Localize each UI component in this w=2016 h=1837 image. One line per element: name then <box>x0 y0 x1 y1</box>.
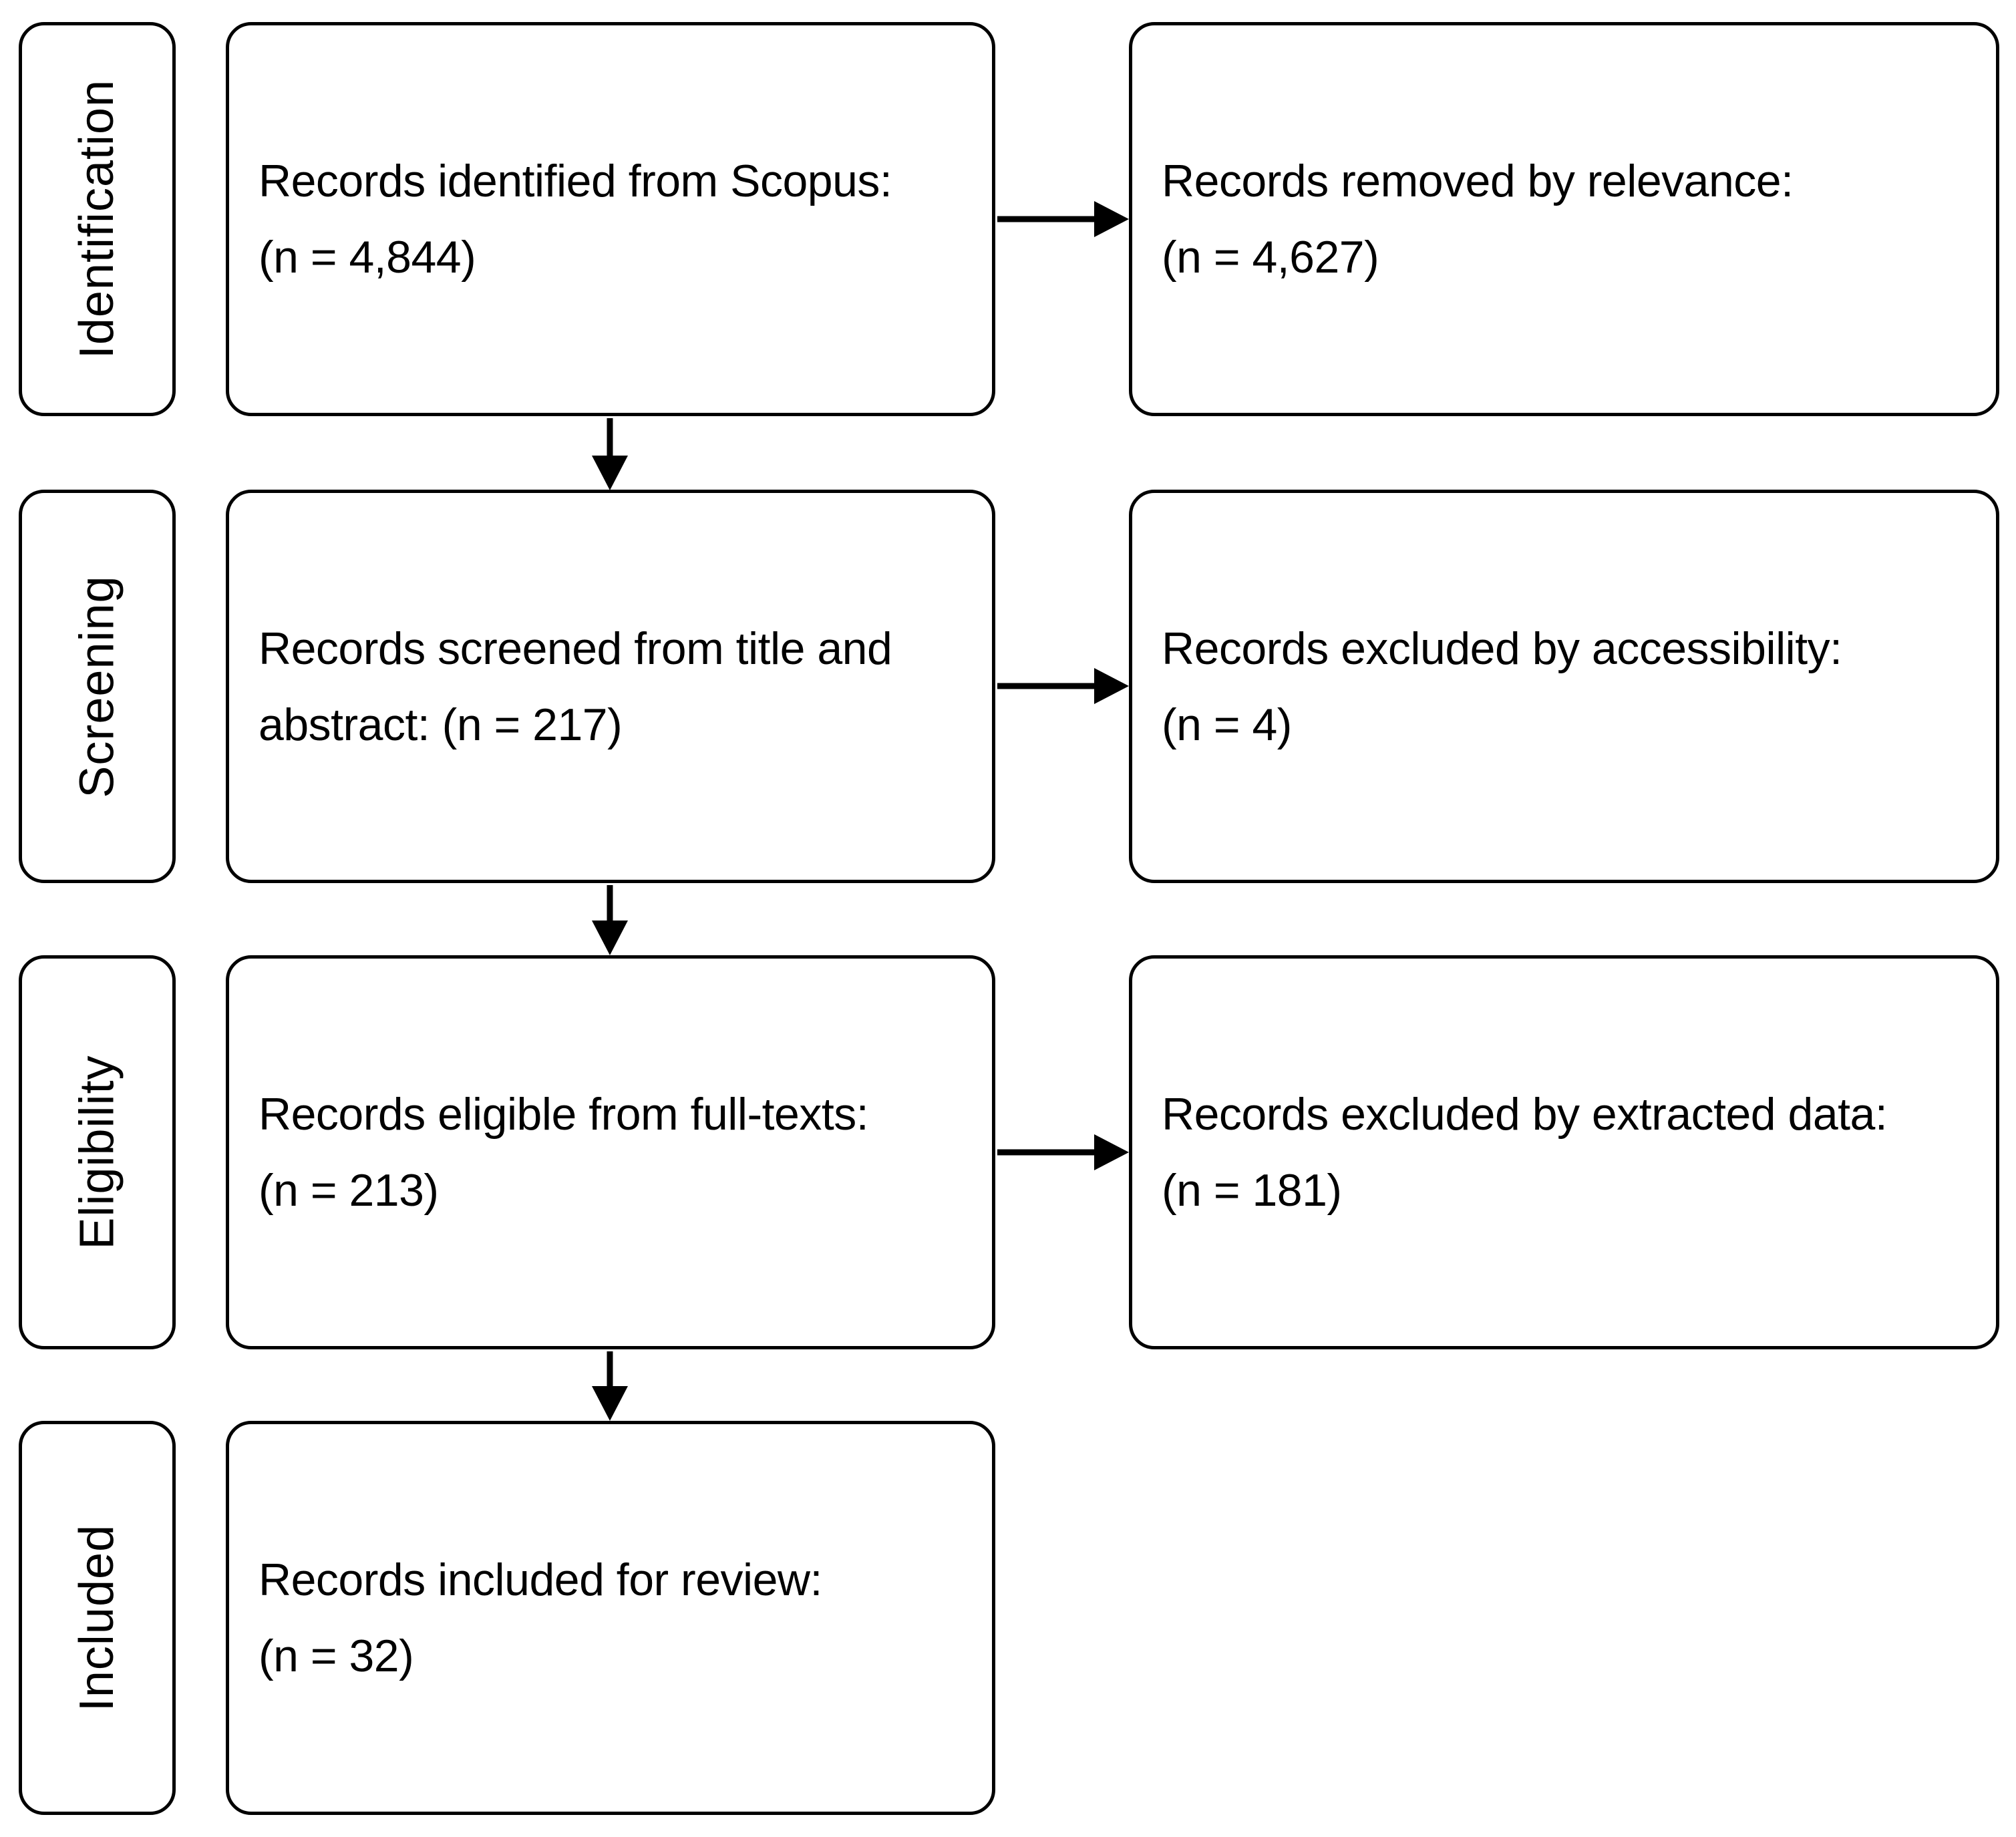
box-records-screened <box>226 490 995 883</box>
box-text-line1: Records included for review: <box>259 1554 822 1605</box>
stage-label-text: Identification <box>70 79 124 359</box>
box-records-eligible <box>226 955 995 1349</box>
box-text-line2: (n = 181) <box>1162 1165 1342 1216</box>
box-text-line1: Records excluded by accessibility: <box>1162 623 1842 674</box>
arrow-eligibility-to-included-icon <box>592 1351 628 1421</box>
box-text-line2: abstract: (n = 217) <box>259 699 623 750</box>
box-records-removed-relevance <box>1129 22 1999 416</box>
arrow-identification-to-screening-icon <box>592 418 628 490</box>
stage-label-included <box>19 1421 176 1815</box>
box-records-identified <box>226 22 995 416</box>
box-records-excluded-extracted-data <box>1129 955 1999 1349</box>
stage-label-screening <box>19 490 176 883</box>
arrow-screening-to-eligibility-icon <box>592 885 628 955</box>
box-records-excluded-accessibility <box>1129 490 1999 883</box>
box-text-line2: (n = 4) <box>1162 699 1292 750</box>
box-text-line1: Records excluded by extracted data: <box>1162 1089 1888 1140</box>
box-text-line1: Records removed by relevance: <box>1162 156 1794 206</box>
stage-label-eligibility <box>19 955 176 1349</box>
box-text-line1: Records screened from title and <box>259 623 892 674</box>
box-text-line2: (n = 213) <box>259 1165 439 1216</box>
stage-label-text: Included <box>70 1524 124 1712</box>
stage-label-text: Eligibility <box>70 1055 124 1250</box>
box-text-line1: Records identified from Scopus: <box>259 156 892 206</box>
arrow-eligible-to-excluded-icon <box>997 1134 1129 1170</box>
box-text-line2: (n = 4,844) <box>259 232 476 283</box>
stage-label-text: Screening <box>70 574 124 798</box>
box-text-line1: Records eligible from full-texts: <box>259 1089 869 1140</box>
arrow-screened-to-excluded-icon <box>997 668 1129 704</box>
box-text-line2: (n = 32) <box>259 1631 414 1681</box>
box-text-line2: (n = 4,627) <box>1162 232 1379 283</box>
arrow-identified-to-removed-icon <box>997 201 1129 237</box>
box-records-included <box>226 1421 995 1815</box>
stage-label-identification <box>19 22 176 416</box>
